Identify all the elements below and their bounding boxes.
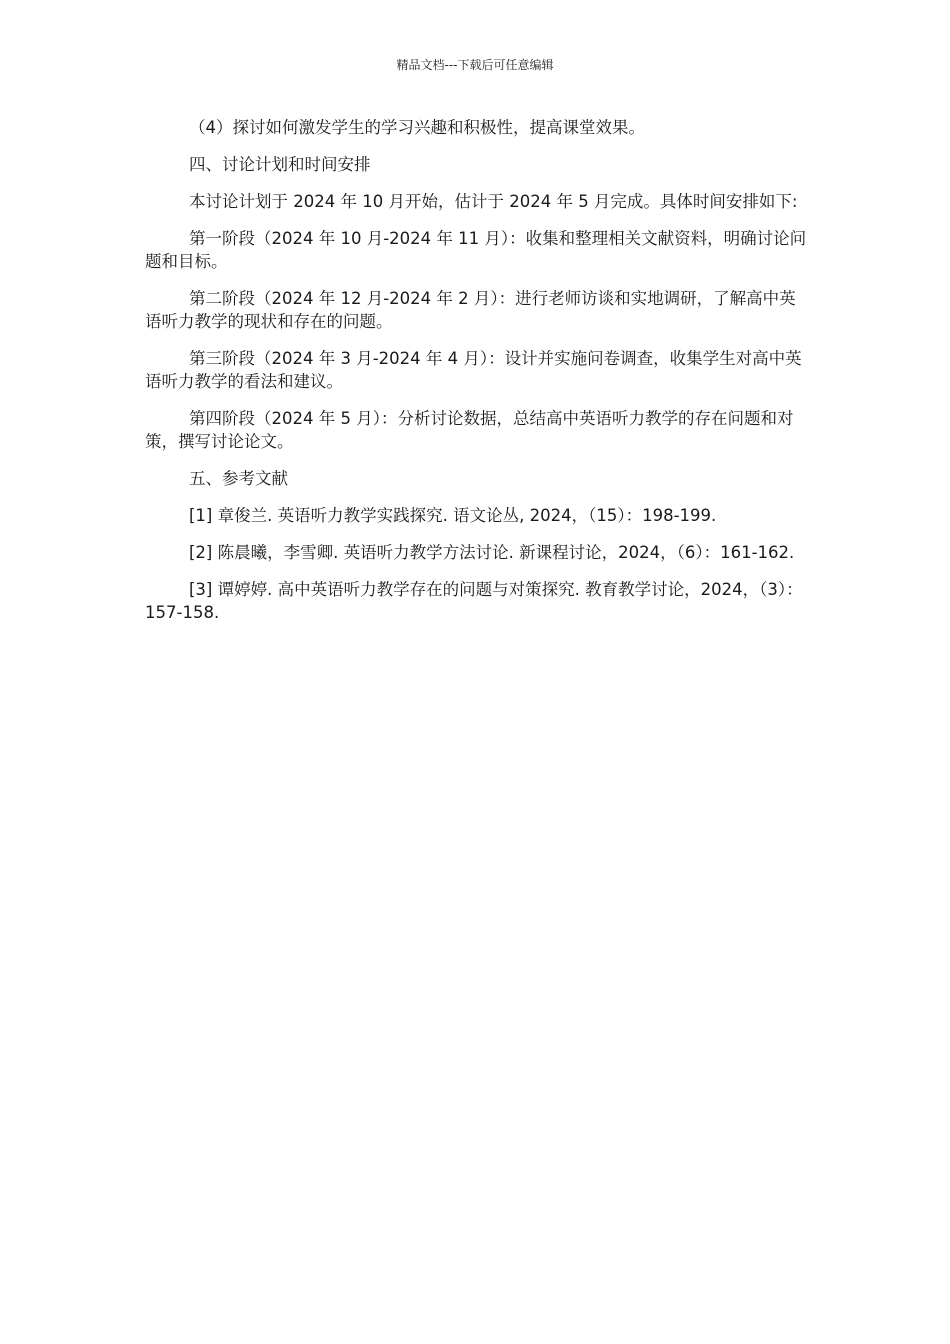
document-body [145,116,810,638]
page-header: 精品文档---下载后可任意编辑 [396,58,554,72]
phase-one: 第一阶段（2024 年 10 月-2024 年 11 月）：收集和整理相关文献资料，明确讨论问题和目标。 [145,229,807,271]
phase-two: 第二阶段（2024 年 12 月-2024 年 2 月）：进行老师访谈和实地调研，了解高中英语听力教学的现状和存在的问题。 [145,289,796,331]
phase-three: 第三阶段（2024 年 3 月-2024 年 4 月）：设计并实施问卷调查，收集学生对高中英语听力教学的看法和建议。 [145,349,802,391]
section-heading-references: 五、参考文献 [189,469,288,488]
reference-1: [1] 章俊兰. 英语听力教学实践探究. 语文论丛, 2024，（15）：198-199. [189,506,717,525]
reference-3: [3] 谭婷婷. 高中英语听力教学存在的问题与对策探究. 教育教学讨论，2024，（3）：157-158. [145,580,803,622]
objective-item-4: （4）探讨如何激发学生的学习兴趣和积极性，提高课堂效果。 [189,118,645,137]
section-heading-plan: 四、讨论计划和时间安排 [189,155,371,174]
phase-four: 第四阶段（2024 年 5 月）：分析讨论数据，总结高中英语听力教学的存在问题和对策，撰写讨论论文。 [145,409,794,451]
reference-2: [2] 陈晨曦，李雪卿. 英语听力教学方法讨论. 新课程讨论，2024，（6）：161-162. [189,543,795,562]
plan-intro: 本讨论计划于 2024 年 10 月开始，估计于 2024 年 5 月完成。具体时间安排如下: [189,192,798,211]
